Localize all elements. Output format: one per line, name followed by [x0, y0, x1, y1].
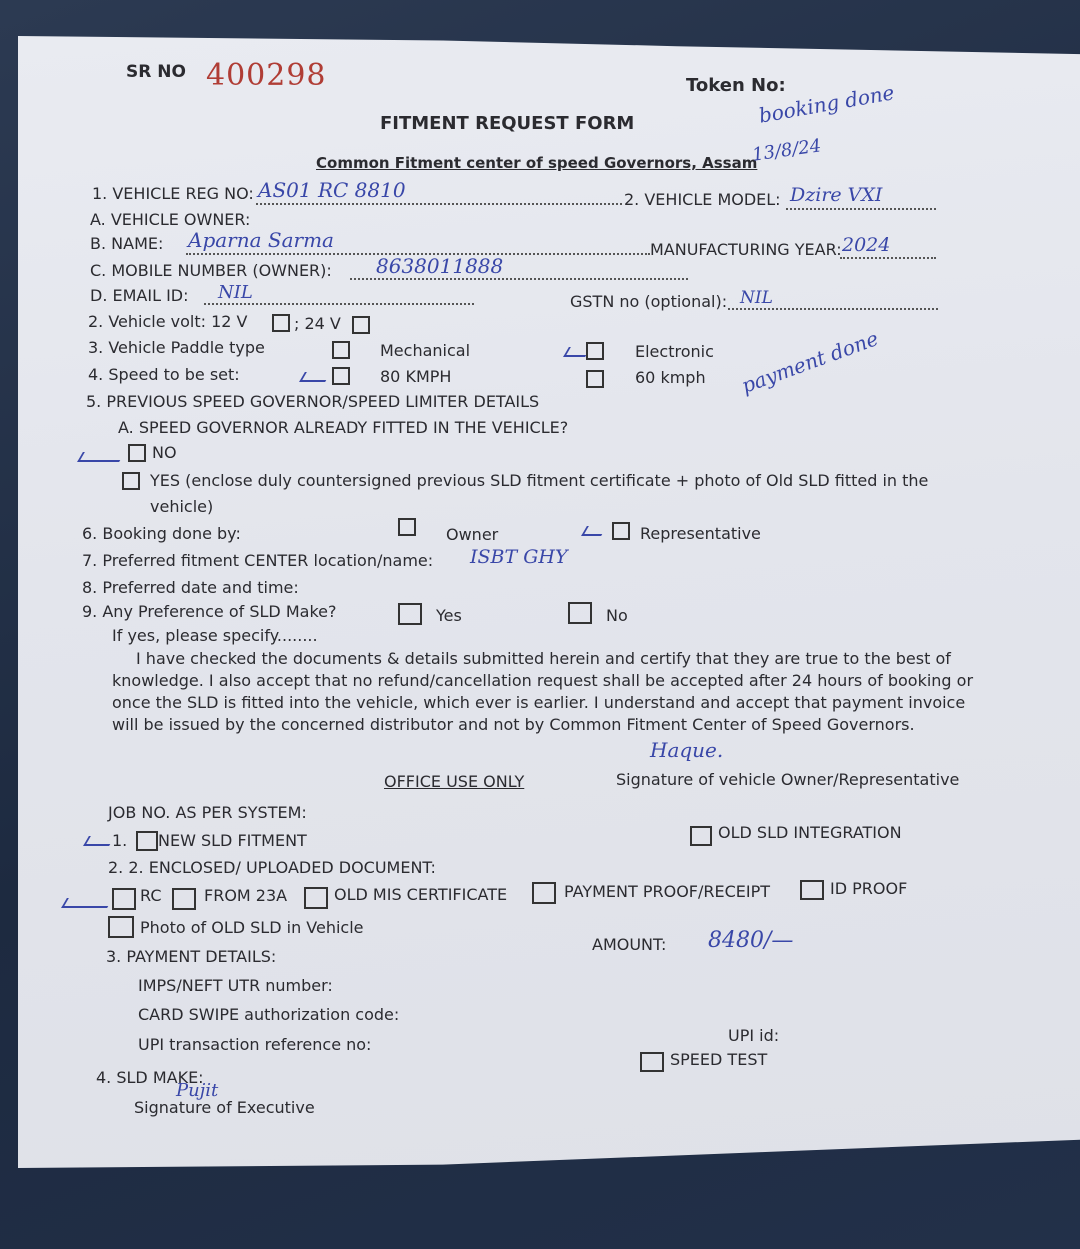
rc-label: RC: [140, 886, 162, 905]
owner-checkbox[interactable]: [398, 518, 416, 536]
id-proof-label: ID PROOF: [830, 879, 908, 898]
governor-fitted-question: A. SPEED GOVERNOR ALREADY FITTED IN THE VEHICLE?: [118, 418, 569, 437]
imps-label: IMPS/NEFT UTR number:: [138, 976, 333, 995]
upi-id-label: UPI id:: [728, 1026, 780, 1045]
owner-signature: Haque.: [650, 738, 724, 762]
representative-checkbox[interactable]: [612, 522, 630, 540]
name-label: B. NAME:: [90, 234, 164, 253]
mfg-dotted-line: [840, 257, 936, 259]
executive-signature: Pujit: [176, 1080, 219, 1101]
amount-value: 8480/—: [708, 928, 794, 953]
owner-signature-caption: Signature of vehicle Owner/Representative: [616, 770, 960, 789]
enclosed-document-label: 2. 2. ENCLOSED/ UPLOADED DOCUMENT:: [108, 858, 436, 877]
preferred-date-label: 8. Preferred date and time:: [82, 578, 299, 597]
photo-old-sld-checkbox[interactable]: [108, 916, 134, 938]
amount-label: AMOUNT:: [592, 935, 667, 954]
mechanical-label: Mechanical: [380, 341, 471, 360]
payment-proof-label: PAYMENT PROOF/RECEIPT: [564, 882, 771, 901]
new-sld-label: NEW SLD FITMENT: [158, 831, 307, 850]
booking-date-note: 13/8/24: [750, 135, 823, 166]
upi-ref-label: UPI transaction reference no:: [138, 1035, 372, 1054]
paddle-type-label: 3. Vehicle Paddle type: [88, 338, 265, 357]
token-label: Token No:: [686, 75, 786, 96]
no-tick-mark: [77, 452, 125, 462]
sld-yes-label: Yes: [436, 606, 462, 625]
speed-80-label: 80 KMPH: [380, 367, 452, 386]
id-proof-checkbox[interactable]: [800, 880, 824, 900]
sld-no-checkbox[interactable]: [568, 602, 592, 624]
gstn-dotted-line: [728, 308, 938, 310]
email-label: D. EMAIL ID:: [90, 286, 189, 305]
specify-label: If yes, please specify........: [112, 626, 318, 645]
vehicle-volt-label: 2. Vehicle volt: 12 V: [88, 312, 248, 331]
old-mis-checkbox[interactable]: [304, 887, 328, 909]
speed-60-checkbox[interactable]: [586, 370, 604, 388]
email-value: NIL: [218, 282, 253, 303]
new-sld-checkbox[interactable]: [136, 831, 158, 851]
fitment-center-label: 7. Preferred fitment CENTER location/name:: [82, 551, 434, 570]
declaration-paragraph: I have checked the documents & details submitted herein and certify that they are true to the best of knowledge. I also accept that no refund/cancellation request shall be accepted after 24 hours of booking or once the SLD is fitted into the vehicle, which ever is earlier. I understand and accept that payment invoice will be issued by the concerned distributor and not by Common Fitment Center of Speed Governors.: [112, 649, 974, 734]
electronic-label: Electronic: [635, 342, 714, 361]
governor-no-label: NO: [152, 443, 177, 462]
governor-yes-label-cont: vehicle): [150, 497, 214, 516]
booking-done-note: booking done: [756, 80, 897, 128]
mobile-dotted-line: [350, 278, 688, 280]
payment-proof-checkbox[interactable]: [532, 882, 556, 904]
office-use-heading: OFFICE USE ONLY: [384, 772, 525, 791]
old-sld-label: OLD SLD INTEGRATION: [718, 823, 902, 842]
volt-24-label: ; 24 V: [294, 314, 341, 333]
old-sld-checkbox[interactable]: [690, 826, 712, 846]
payment-done-note: payment done: [738, 326, 882, 398]
form23a-label: FROM 23A: [204, 886, 288, 905]
speed-label: 4. Speed to be set:: [88, 365, 240, 384]
previous-governor-label: 5. PREVIOUS SPEED GOVERNOR/SPEED LIMITER DETAILS: [86, 392, 540, 411]
gstn-value: NIL: [740, 288, 773, 308]
booking-done-by-label: 6. Booking done by:: [82, 524, 241, 543]
mfg-year-value: 2024: [842, 234, 891, 256]
payment-details-label: 3. PAYMENT DETAILS:: [106, 947, 277, 966]
representative-label: Representative: [640, 524, 761, 543]
sr-number: 400298: [206, 58, 327, 93]
owner-label: Owner: [446, 525, 499, 544]
vehicle-owner-label: A. VEHICLE OWNER:: [90, 210, 251, 229]
volt-12-checkbox[interactable]: [272, 314, 290, 332]
governor-no-checkbox[interactable]: [128, 444, 146, 462]
sld-preference-label: 9. Any Preference of SLD Make?: [82, 602, 337, 621]
governor-yes-checkbox[interactable]: [122, 472, 140, 490]
mechanical-checkbox[interactable]: [332, 341, 350, 359]
vehicle-reg-value: AS01 RC 8810: [258, 178, 406, 202]
form23a-checkbox[interactable]: [172, 888, 196, 910]
new-sld-number: 1.: [112, 831, 128, 850]
mobile-value: 8638011888: [376, 254, 504, 278]
speed-80-checkbox[interactable]: [332, 367, 350, 385]
name-value: Aparna Sarma: [188, 228, 334, 252]
vehicle-model-label: 2. VEHICLE MODEL:: [624, 190, 781, 209]
sr-label: SR NO: [126, 62, 186, 82]
mfg-year-label: MANUFACTURING YEAR:: [650, 240, 842, 259]
mobile-label: C. MOBILE NUMBER (OWNER):: [90, 261, 332, 280]
speed-test-label: SPEED TEST: [670, 1050, 768, 1069]
electronic-checkbox[interactable]: [586, 342, 604, 360]
model-dotted-line: [786, 208, 936, 210]
reg-dotted-line: [256, 203, 622, 205]
rc-checkbox[interactable]: [112, 888, 136, 910]
email-dotted-line: [204, 303, 474, 305]
gstn-label: GSTN no (optional):: [570, 292, 728, 311]
job-no-label: JOB NO. AS PER SYSTEM:: [108, 803, 307, 822]
sld-make-label: 4. SLD MAKE:: [96, 1068, 204, 1087]
old-mis-label: OLD MIS CERTIFICATE: [334, 885, 508, 904]
vehicle-model-value: Dzire VXI: [790, 184, 883, 206]
executive-signature-caption: Signature of Executive: [134, 1098, 315, 1117]
card-swipe-label: CARD SWIPE authorization code:: [138, 1005, 400, 1024]
sld-no-label: No: [606, 606, 628, 625]
fitment-center-value: ISBT GHY: [470, 546, 568, 568]
form-subtitle: Common Fitment center of speed Governors, Assam: [316, 154, 758, 172]
speed-60-label: 60 kmph: [635, 368, 706, 387]
speed-test-checkbox[interactable]: [640, 1052, 664, 1072]
governor-yes-label: YES (enclose duly countersigned previous SLD fitment certificate + photo of Old SLD fitted in the: [150, 471, 929, 490]
vehicle-reg-label: 1. VEHICLE REG NO:: [92, 184, 254, 203]
rc-tick-mark: [61, 898, 113, 908]
form-title: FITMENT REQUEST FORM: [380, 113, 635, 134]
photo-old-sld-label: Photo of OLD SLD in Vehicle: [140, 918, 364, 937]
sld-yes-checkbox[interactable]: [398, 603, 422, 625]
volt-24-checkbox[interactable]: [352, 316, 370, 334]
